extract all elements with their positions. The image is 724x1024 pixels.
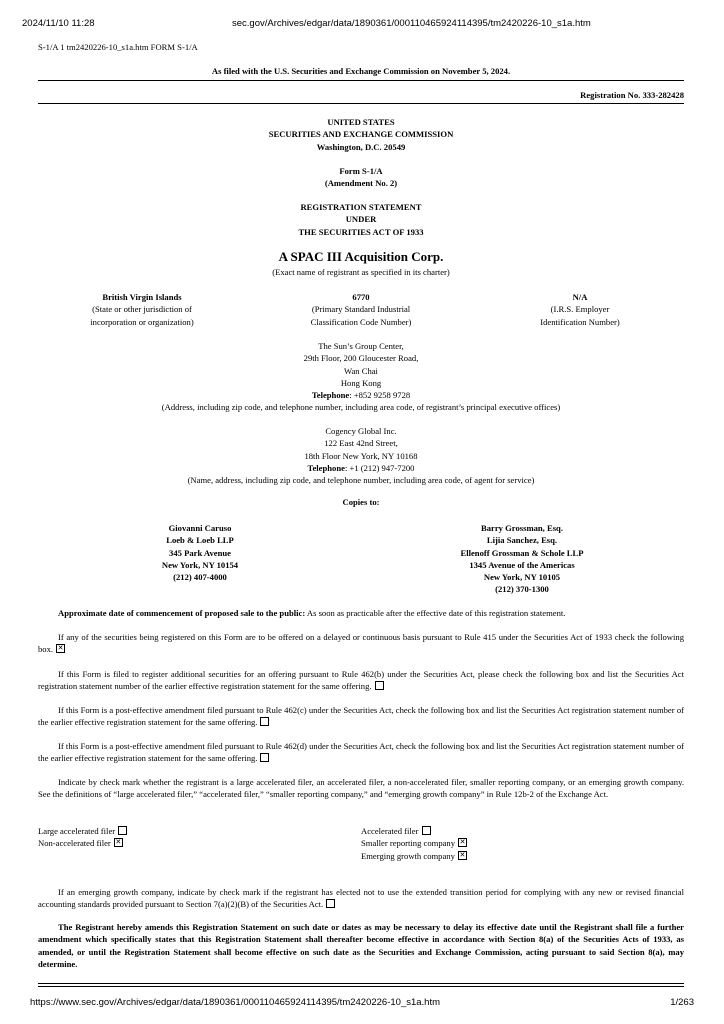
- jurisdiction-value: British Virgin Islands: [102, 292, 182, 302]
- print-url-title: sec.gov/Archives/edgar/data/1890361/000110465924114395/tm2420226-10_s1a.htm: [232, 18, 591, 29]
- counsel-right: [422, 522, 622, 596]
- rule-462d-checkbox[interactable]: [260, 753, 269, 762]
- agent-block: [38, 425, 684, 486]
- address-caption: (Address, including zip code, and telephone number, including area code, of registrant’s principal executive offices): [161, 402, 561, 413]
- form-title: Form S-1/A: [339, 166, 383, 176]
- egc-text: If an emerging growth company, indicate by check mark if the registrant has elected not to use the extended transition period for complying with any new or revised financial accounting standards provided pursuant to Section 7(a)(2)(B) of the Securities Act.: [38, 887, 684, 910]
- rule-415-paragraph: [38, 631, 684, 656]
- emerging-growth-checkbox[interactable]: [458, 851, 467, 860]
- smaller-reporting-checkbox[interactable]: [458, 838, 467, 847]
- rule-462b-checkbox[interactable]: [375, 681, 384, 690]
- rule-462c-paragraph: [38, 704, 684, 729]
- telephone-label: Telephone: [311, 390, 350, 401]
- egc-paragraph: [38, 886, 684, 911]
- approx-date-text: As soon as practicable after the effective date of this registration statement.: [305, 608, 566, 618]
- statement-block: [38, 201, 684, 238]
- print-page-number: 1/263: [670, 997, 694, 1008]
- rule-415-checkbox[interactable]: [56, 644, 65, 653]
- agency-line: UNITED STATES: [327, 117, 395, 127]
- counsel-right-line: Lijia Sanchez, Esq.: [486, 535, 558, 546]
- sic-column: [281, 291, 441, 328]
- amendment-number: (Amendment No. 2): [324, 178, 398, 189]
- agency-line: SECURITIES AND EXCHANGE COMMISSION: [268, 129, 454, 140]
- registrant-caption: (Exact name of registrant as specified in its charter): [272, 267, 450, 277]
- filed-line: As filed with the U.S. Securities and Exchange Commission on November 5, 2024.: [211, 66, 511, 76]
- bottom-rule-2: [38, 986, 684, 987]
- statement-line: UNDER: [345, 214, 377, 225]
- delaying-amendment-text: The Registrant hereby amends this Registration Statement on such date or dates as may be necessary to delay its effective date until the Registrant shall file a further amendment which specifically states that this Registration Statement shall thereafter become effective in accordance with Section 8(a) of the Securities Acts of 1933, as amended, or until the Registration Statement shall become effective on such date as the Securities and Exchange Commission, acting pursuant to said Section 8(a), may determine.: [38, 922, 684, 969]
- jurisdiction-column: [62, 291, 222, 328]
- counsel-left-line: Giovanni Caruso: [168, 523, 232, 533]
- filer-intro-text: Indicate by check mark whether the registrant is a large accelerated filer, an accelerated filer, a non-accelerated filer, smaller reporting company, or an emerging growth company. See the definitions of “large accelerated filer,” “accelerated filer,” “smaller reporting company,” and “emerging growth company” in Rule 12b-2 of the Exchange Act.: [38, 777, 684, 800]
- irs-caption: Identification Number): [540, 316, 620, 327]
- rule-462c-checkbox[interactable]: [260, 717, 269, 726]
- counsel-right-line: (212) 370-1300: [495, 584, 549, 595]
- agent-line: Cogency Global Inc.: [325, 426, 397, 436]
- telephone-line: [38, 389, 684, 401]
- agent-line: 18th Floor New York, NY 10168: [304, 450, 418, 461]
- registration-rule: [38, 103, 684, 104]
- bottom-rule: [38, 983, 684, 984]
- filer-status-right: [361, 825, 467, 862]
- address-line: The Sun’s Group Center,: [318, 341, 404, 351]
- agency-line: Washington, D.C. 20549: [316, 141, 406, 152]
- rule-462b-text: If this Form is filed to register additional securities for an offering pursuant to Rule 462(b) under the Securities Act, please check the following box and list the Securities Act registration statement number of the earlier effective registration statement for the same offering.: [38, 669, 684, 692]
- address-line: Hong Kong: [340, 377, 382, 388]
- rule-415-text: If any of the securities being registered on this Form are to be offered on a delayed or continuous basis pursuant to Rule 415 under the Securities Act of 1933 check the following box.: [38, 632, 684, 655]
- form-block: [38, 165, 684, 190]
- counsel-left: [110, 522, 290, 583]
- filer-intro-paragraph: [38, 776, 684, 801]
- sic-caption: (Primary Standard Industrial: [311, 304, 411, 315]
- rule-462d-text: If this Form is a post-effective amendment filed pursuant to Rule 462(d) under the Securities Act, check the following box and list the Securities Act registration statement number of the earlier effective registration statement for the same offering.: [38, 741, 684, 764]
- delaying-amendment-paragraph: [38, 921, 684, 970]
- registration-number: Registration No. 333-282428: [580, 90, 684, 100]
- approx-date-paragraph: [38, 607, 684, 619]
- print-footer-url: https://www.sec.gov/Archives/edgar/data/1890361/000110465924114395/tm2420226-10_s1a.htm: [30, 997, 441, 1008]
- irs-value: N/A: [572, 292, 588, 302]
- agency-block: [38, 116, 684, 153]
- address-line: Wan Chai: [344, 365, 378, 376]
- counsel-left-line: (212) 407-4000: [173, 572, 227, 583]
- counsel-right-line: Ellenoff Grossman & Schole LLP: [460, 547, 584, 558]
- address-line: 29th Floor, 200 Gloucester Road,: [303, 353, 419, 364]
- agent-line: 122 East 42nd Street,: [324, 438, 398, 449]
- rule-462c-text: If this Form is a post-effective amendment filed pursuant to Rule 462(c) under the Securities Act, check the following box and list the Securities Act registration statement number of the earlier effective registration statement for the same offering.: [38, 705, 684, 728]
- egc-checkbox[interactable]: [326, 899, 335, 908]
- jurisdiction-caption: (State or other jurisdiction of: [92, 304, 192, 315]
- statement-line: REGISTRATION STATEMENT: [300, 202, 422, 212]
- jurisdiction-caption: incorporation or organization): [90, 316, 194, 327]
- counsel-left-line: New York, NY 10154: [161, 559, 239, 570]
- rule-462b-paragraph: [38, 668, 684, 693]
- agent-telephone-line: [38, 462, 684, 474]
- form-line: S-1/A 1 tm2420226-10_s1a.htm FORM S-1/A: [38, 42, 198, 52]
- large-accelerated-label: Large accelerated filer: [38, 826, 116, 836]
- filer-status-left: [38, 825, 127, 850]
- print-datetime: 2024/11/10 11:28: [22, 18, 95, 29]
- counsel-left-line: 345 Park Avenue: [169, 547, 231, 558]
- counsel-right-line: 1345 Avenue of the Americas: [469, 559, 575, 570]
- non-accelerated-checkbox[interactable]: [114, 838, 123, 847]
- top-rule: [38, 80, 684, 81]
- accelerated-label: Accelerated filer: [361, 826, 419, 836]
- emerging-growth-label: Emerging growth company: [361, 850, 455, 861]
- non-accelerated-label: Non-accelerated filer: [38, 838, 111, 849]
- counsel-right-line: New York, NY 10105: [483, 572, 561, 583]
- irs-column: [500, 291, 660, 328]
- approx-date-label: Approximate date of commencement of proposed sale to the public:: [58, 608, 306, 618]
- sic-value: 6770: [352, 292, 370, 302]
- counsel-left-line: Loeb & Loeb LLP: [166, 535, 234, 546]
- large-accelerated-checkbox[interactable]: [118, 826, 127, 835]
- irs-caption: (I.R.S. Employer: [550, 304, 610, 315]
- agent-telephone-value: : +1 (212) 947-7200: [344, 462, 415, 473]
- agent-caption: (Name, address, including zip code, and telephone number, including area code, of agent for service): [187, 475, 535, 486]
- telephone-value: : +852 9258 9728: [349, 390, 411, 401]
- copies-to: Copies to:: [342, 497, 380, 507]
- statement-line: THE SECURITIES ACT OF 1933: [298, 226, 424, 237]
- rule-462d-paragraph: [38, 740, 684, 765]
- sic-caption: Classification Code Number): [310, 316, 412, 327]
- counsel-right-line: Barry Grossman, Esq.: [481, 523, 563, 533]
- registrant-name: A SPAC III Acquisition Corp.: [278, 249, 444, 264]
- smaller-reporting-label: Smaller reporting company: [361, 838, 456, 849]
- principal-office-block: [38, 340, 684, 414]
- agent-telephone-label: Telephone: [307, 462, 345, 473]
- accelerated-checkbox[interactable]: [422, 826, 431, 835]
